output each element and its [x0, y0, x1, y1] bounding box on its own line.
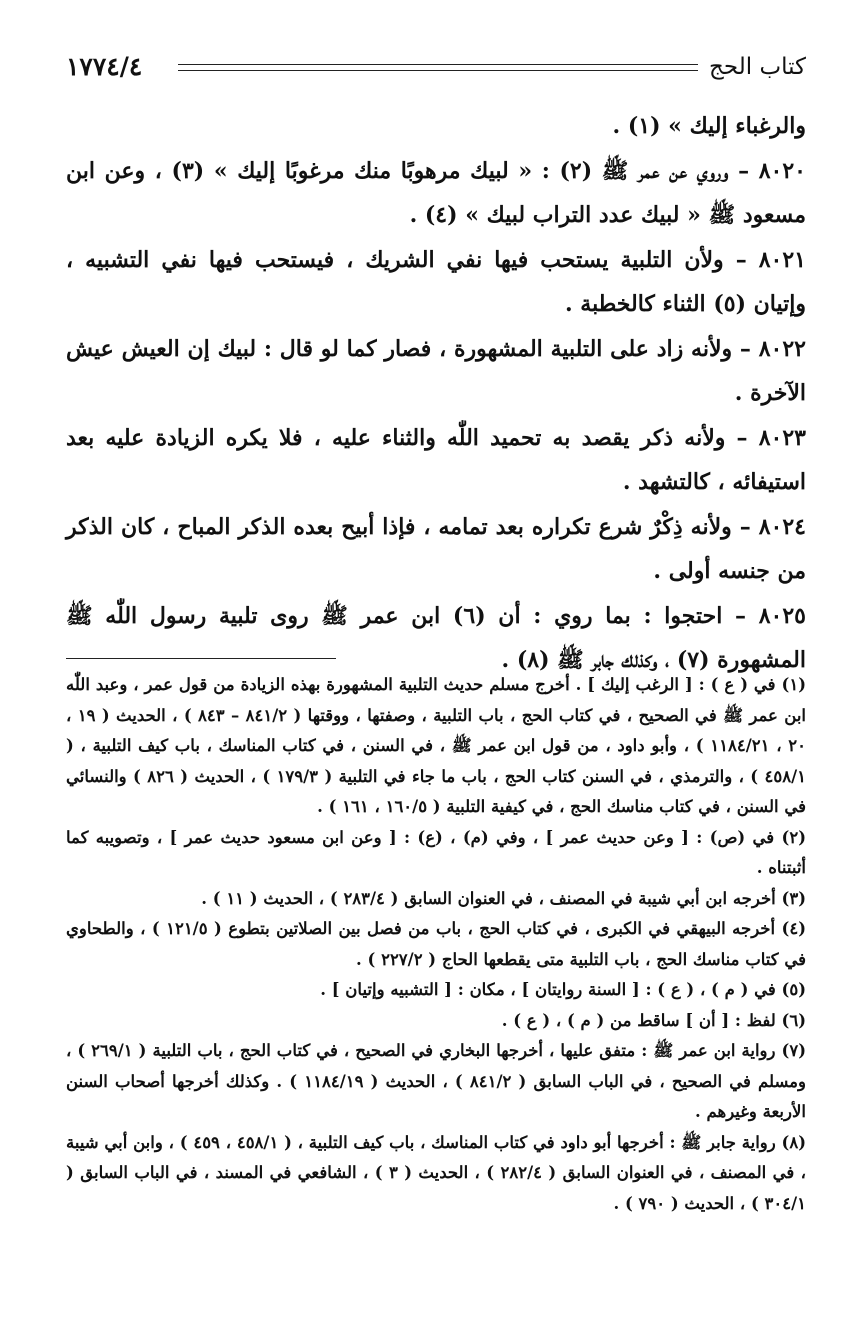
footnote-4: (٤) أخرجه البيهقي في الكبرى ، في كتاب الحج ، باب من فصل بين الصلاتين بتطوع ( ١٢١/٥ ) ، والطحاوي في كتاب مناسك الحج ، باب التلبية متى يقطعها الحاج ( ٢٢٧/٢ ) . — [66, 919, 807, 969]
header-double-rule — [178, 64, 698, 71]
paragraph-continuation: والرغباء إليك » (١) . — [612, 113, 806, 139]
paragraph-8025: ٨٠٢٥ – احتجوا : بما روي : أن (٦) ابن عمر ﷺ روى تلبية رسول اللّٰه ﷺ المشهورة (٧) ، وكذلك جابر ﷺ (٨) . — [66, 603, 806, 673]
paragraph-8021: ٨٠٢١ – ولأن التلبية يستحب فيها نفي الشريك ، فيستحب فيها نفي التشبيه ، وإتيان (٥) الثناء كالخطبة . — [66, 247, 806, 317]
footnote-3: (٣) أخرجه ابن أبي شيبة في المصنف ، في العنوان السابق ( ٢٨٣/٤ ) ، الحديث ( ١١ ) . — [201, 888, 806, 908]
paragraph-8020: ٨٠٢٠ – وروي عن عمر ﷺ (٢) : « لبيك مرهوبًا منك مرغوبًا إليك » (٣) ، وعن ابن مسعود ﷺ « لبيك عدد التراب لبيك » (٤) . — [66, 158, 806, 228]
footnote-1: (١) في ( ع ) : [ الرغب إليك ] . أخرج مسلم حديث التلبية المشهورة بهذه الزيادة من قول عمر ، وعبد اللّٰه ابن عمر ﷺ في الصحيح ، في كتاب الحج ، باب التلبية ، وصفتها ، ووقتها ( ٨٤١/٢ – ٨٤٣ ) ، الحديث ( ١٩ ، ٢٠ ، ١١٨٤/٢١ ) ، وأبو داود ، من قول ابن عمر ﷺ ، في السنن ، في كتاب المناسك ، باب كيف التلبية ، ( ٤٥٨/١ ) ، والترمذي ، في السنن كتاب الحج ، باب ما جاء في التلبية ( ١٧٩/٣ ) ، الحديث ( ٨٢٦ ) والنسائي في السنن ، في كتاب مناسك الحج ، في كيفية التلبية ( ١٦٠/٥ ، ١٦١ ) . — [66, 675, 806, 816]
paragraph-8022: ٨٠٢٢ – ولأنه زاد على التلبية المشهورة ، فصار كما لو قال : لبيك إن العيش عيش الآخرة . — [66, 336, 806, 406]
main-text — [66, 104, 806, 683]
footnote-separator — [66, 658, 336, 659]
footnote-2: (٢) في (ص) : [ وعن حديث عمر ] ، وفي (م) ، (ع) : [ وعن ابن مسعود حديث عمر ] ، وتصويبه كما أثبتناه . — [66, 827, 806, 877]
footnotes — [66, 670, 806, 1219]
running-title: كتاب الحج — [709, 54, 806, 80]
footnote-5: (٥) في ( م ) ، ( ع ) : [ السنة روايتان ] ، مكان : [ التشبيه وإتيان ] . — [320, 980, 806, 999]
page-header — [66, 50, 806, 86]
paragraph-8023: ٨٠٢٣ – ولأنه ذكر يقصد به تحميد اللّٰه والثناء عليه ، فلا يكره الزيادة عليه بعد استيفائه ، كالتشهد . — [66, 425, 806, 495]
footnote-7: (٧) رواية ابن عمر ﷺ : متفق عليها ، أخرجها البخاري في الصحيح ، في كتاب الحج ، باب التلبية ( ٢٦٩/١ ) ، ومسلم في الصحيح ، في الباب السابق ( ٨٤١/٢ ) ، الحديث ( ١١٨٤/١٩ ) . وكذلك أخرجها أصحاب السنن الأربعة وغيرهم . — [66, 1041, 806, 1121]
footnote-6: (٦) لفظ : [ أن ] ساقط من ( م ) ، ( ع ) . — [501, 1010, 806, 1030]
paragraph-8024: ٨٠٢٤ – ولأنه ذِكْرٌ شرع تكراره بعد تمامه ، فإذا أبيح بعده الذكر المباح ، كان الذكر من جنسه أولى . — [66, 514, 806, 584]
page-number: ١٧٧٤/٤ — [66, 52, 143, 81]
footnote-8: (٨) رواية جابر ﷺ : أخرجها أبو داود في كتاب المناسك ، باب كيف التلبية ، ( ٤٥٨/١ ، ٤٥٩ ) ، وابن أبي شيبة ، في المصنف ، في العنوان السابق ( ٢٨٢/٤ ) ، الحديث ( ٣ ) ، الشافعي في المسند ، في الباب السابق ( ٣٠٤/١ ) ، الحديث ( ٧٩٠ ) . — [66, 1132, 807, 1213]
